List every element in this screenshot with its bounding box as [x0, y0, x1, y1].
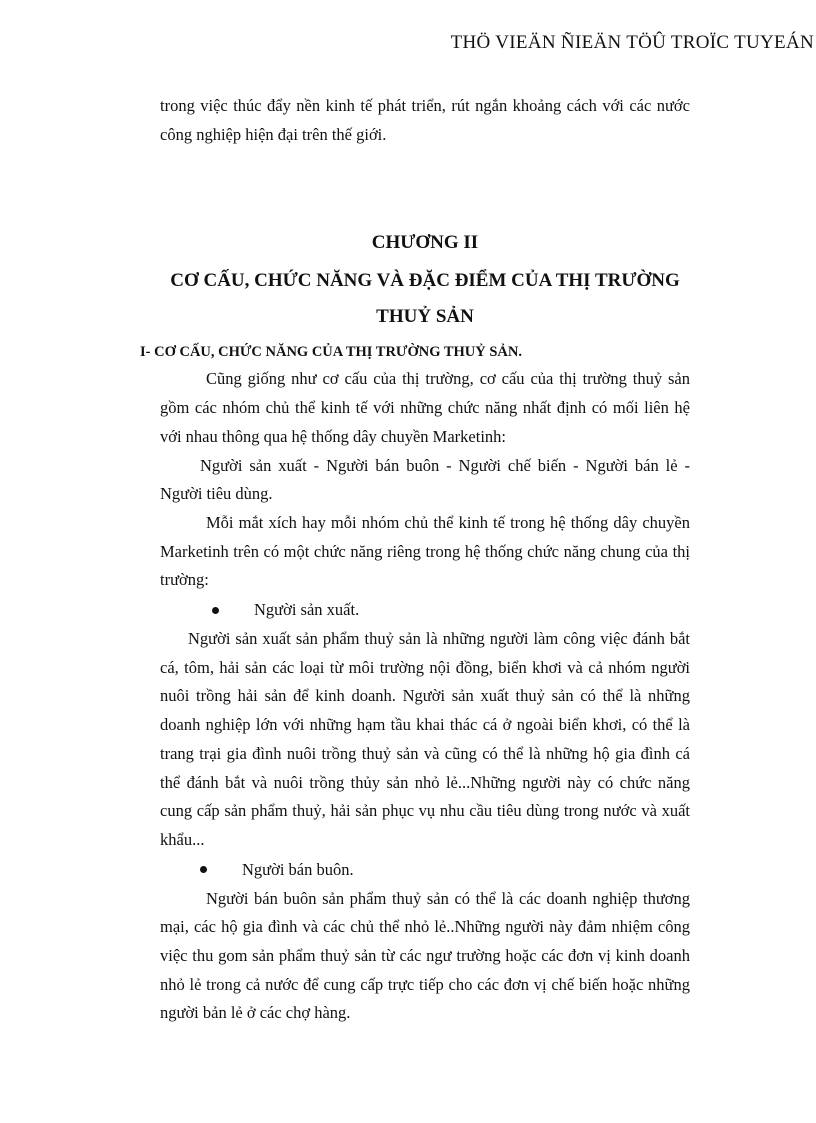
paragraph-chain-function: Mỗi mắt xích hay mỗi nhóm chủ thể kinh tế trong hệ thống dây chuyền Marketinh trên có một chức năng riêng trong hệ thống chức năng chung của thị trường:	[160, 512, 690, 590]
chapter-title: CHƯƠNG II	[371, 232, 479, 254]
section-heading: I- CƠ CẤU, CHỨC NĂNG CỦA THỊ TRƯỜNG THUỶ SẢN.	[140, 344, 522, 361]
bullet-producer	[160, 595, 690, 625]
chapter-subtitle: CƠ CẤU, CHỨC NĂNG VÀ ĐẶC ĐIỂM CỦA THỊ TRƯỜNG THUỶ SẢN	[170, 270, 680, 328]
paragraph-producer: Người sản xuất sản phẩm thuỷ sản là những người làm công việc đánh bắt cá, tôm, hải sản các loại từ môi trường nội đồng, biển khơi và cả nhóm người nuôi trồng hải sản để kinh doanh. Người sản xuất thuỷ sản có thể là những doanh nghiệp lớn với những hạm tầu khai thác cá ở ngoài biển khơi, có thể là trang trại gia đình nuôi trồng thuỷ sản và cũng có thể là những hộ gia đình cá thể đánh bắt và nuôi trồng thủy sản nhỏ lẻ...Những người này có chức năng cung cấp sản phẩm thuỷ, hải sản phục vụ nhu cầu tiêu dùng trong nước và xuất khẩu...	[160, 629, 690, 849]
bullet-dot	[200, 866, 207, 873]
page-header: THÖ VIEÄN ÑIEÄN TÖÛ TROÏC TUYEÁN	[450, 32, 814, 53]
document-body	[140, 92, 690, 1028]
bullet-producer-label: Người sản xuất.	[254, 600, 360, 620]
bullet-dot	[212, 607, 219, 614]
marketing-chain: Người sản xuất - Người bán buôn - Người chế biến - Người bán lẻ - Người tiêu dùng.	[160, 455, 690, 504]
intro-paragraph: trong việc thúc đẩy nền kinh tế phát triển, rút ngắn khoảng cách với các nước công nghiệp hiện đại trên thế giới.	[160, 96, 690, 144]
bullet-wholesaler	[160, 855, 690, 885]
bullet-wholesaler-label: Người bán buôn.	[242, 859, 354, 879]
paragraph-structure: Cũng giống như cơ cấu của thị trường, cơ cấu của thị trường thuỷ sản gồm các nhóm chủ thể kinh tế với những chức năng nhất định có mối liên hệ với nhau thông qua hệ thống dây chuyền Marketinh:	[160, 369, 690, 446]
paragraph-wholesaler: Người bán buôn sản phẩm thuỷ sản có thể là các doanh nghiệp thương mại, các hộ gia đình và các chủ thể nhỏ lẻ..Những người này đảm nhiệm công việc thu gom sản phẩm thuỷ sản từ các ngư trường hoặc các đơn vị kinh doanh nhỏ lẻ trong cả nước để cung cấp trực tiếp cho các đơn vị chế biến hoặc những người bản lẻ ở các chợ hàng.	[160, 888, 690, 1023]
